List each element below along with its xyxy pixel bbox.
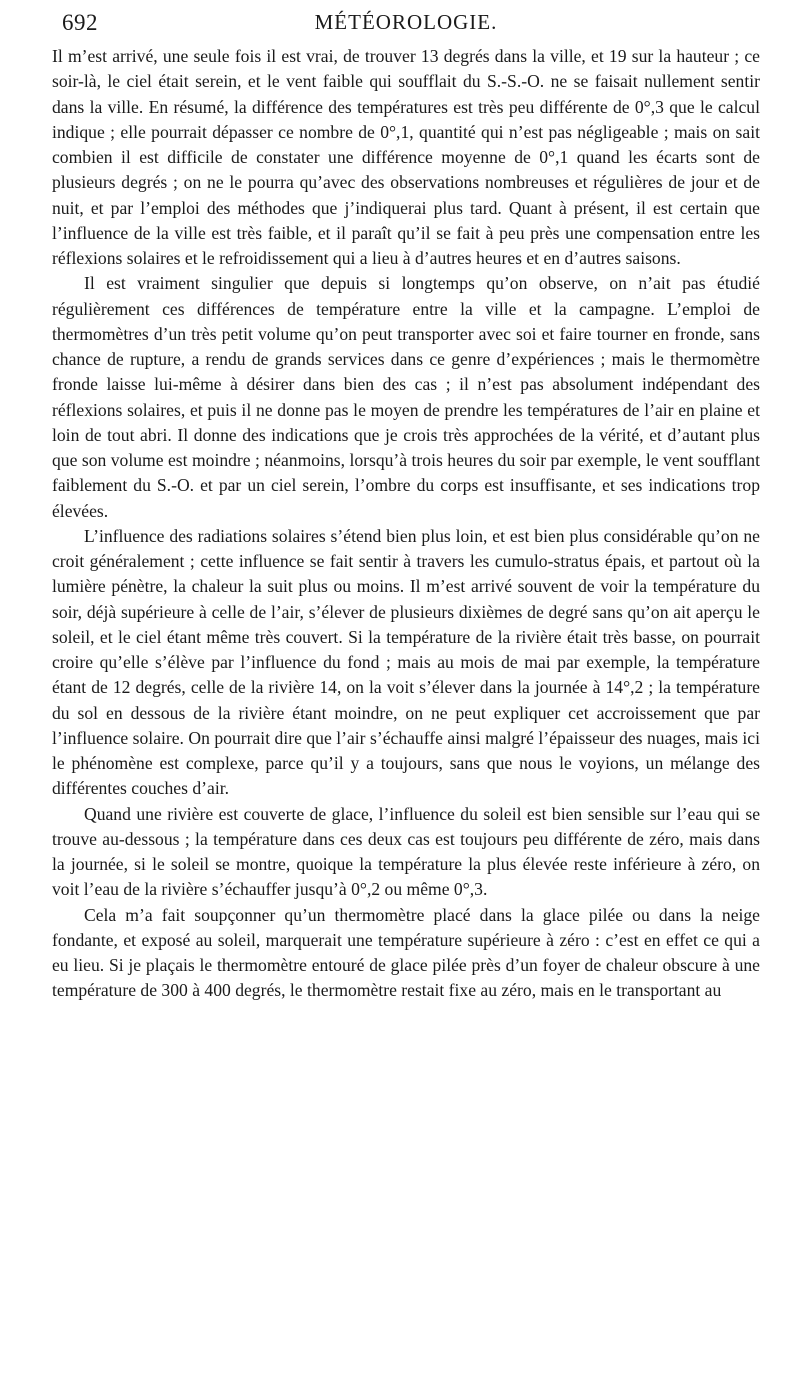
paragraph-4: Quand une rivière est couverte de glace, l’influence du soleil est bien sensible sur l’eau qui se trouve au-dessous ; la température dans ces deux cas est toujours peu différente de zéro, mais dans la journée, si le soleil se montre, quoique la température la plus élevée reste inférieure à zéro, on voit l’eau de la rivière s’échauffer jusqu’à 0°,2 ou même 0°,3. xyxy=(52,803,760,900)
paragraph-1: Il m’est arrivé, une seule fois il est vrai, de trouver 13 degrés dans la ville, et 19 sur la hauteur ; ce soir-là, le ciel était serein, et le vent faible qui soufflait du S.-S.-O. ne se faisait nullement sentir dans la ville. En résumé, la différence des températures est très peu différente de 0°,3 que le calcul indique ; elle pourrait dépasser ce nombre de 0°,1, quantité qui n’est pas négligeable ; mais on sait combien il est difficile de constater une différence moyenne de 0°,1 quand les écarts sont de plusieurs degrés ; on ne le pourra qu’avec des observations nombreuses et régulières de jour et de nuit, et par l’emploi des méthodes que j’indiquerai plus tard. Quant à présent, il est certain que l’influence de la ville est très faible, et il paraît qu’il se fait à peu près une compensation entre les réflexions solaires et le refroidissement qui a lieu à d’autres heures et en d’autres saisons. xyxy=(52,46,760,268)
book-page xyxy=(52,8,760,1004)
paragraph-5: Cela m’a fait soupçonner qu’un thermomètre placé dans la glace pilée ou dans la neige fondante, et exposé au soleil, marquerait une température supérieure à zéro : c’est en effet ce qui a eu lieu. Si je plaçais le thermomètre entouré de glace pilée près d’un foyer de chaleur obscure à une température de 300 à 400 degrés, le thermomètre restait fixe au zéro, mais en le transportant au xyxy=(52,904,760,1001)
page-number: 692 xyxy=(62,10,98,35)
body-text xyxy=(52,44,760,1004)
paragraph-3: L’influence des radiations solaires s’étend bien plus loin, et est bien plus considérable qu’on ne croit généralement ; cette influence se fait sentir à travers les cumulo-stratus épais, et partout où la lumière pénètre, la chaleur la suit plus ou moins. Il m’est arrivé souvent de voir la température du soir, déjà supérieure à celle de l’air, s’élever de plusieurs dixièmes de degré sans qu’on ait aperçu le soleil, et le ciel étant même très couvert. Si la température de la rivière était très basse, on pourrait croire qu’elle s’élève par l’influence du fond ; mais au mois de mai par exemple, la température étant de 12 degrés, celle de la rivière 14, on la voit s’élever dans la journée à 14°,2 ; la température du sol en dessous de la rivière étant moindre, on ne peut expliquer cet accroissement que par l’influence solaire. On pourrait dire que l’air s’échauffe ainsi malgré l’épaisseur des nuages, mais ici le phénomène est complexe, parce qu’il y a toujours, sans que nous le voyions, un mélange des différentes couches d’air. xyxy=(52,525,760,799)
paragraph-2: Il est vraiment singulier que depuis si longtemps qu’on observe, on n’ait pas étudié régulièrement ces différences de température entre la ville et la campagne. L’emploi de thermomètres d’un très petit volume qu’on peut transporter avec soi et faire tourner en fronde, sans chance de rupture, a rendu de grands services dans ce genre d’expériences ; mais le thermomètre fronde laisse lui-même à désirer dans bien des cas ; il n’est pas absolument indépendant des réflexions solaires, et puis il ne donne pas le moyen de prendre les températures de l’air en plaine et loin de tout abri. Il donne des indications que je crois très approchées de la vérité, et d’autant plus que son volume est moindre ; néanmoins, lorsqu’à trois heures du soir par exemple, le vent soufflant faiblement du S.-O. et par un ciel serein, l’ombre du corps est insuffisante, et ses indications trop élevées. xyxy=(52,273,760,521)
page-header xyxy=(52,8,760,44)
running-title: MÉTÉOROLOGIE. xyxy=(314,10,498,34)
